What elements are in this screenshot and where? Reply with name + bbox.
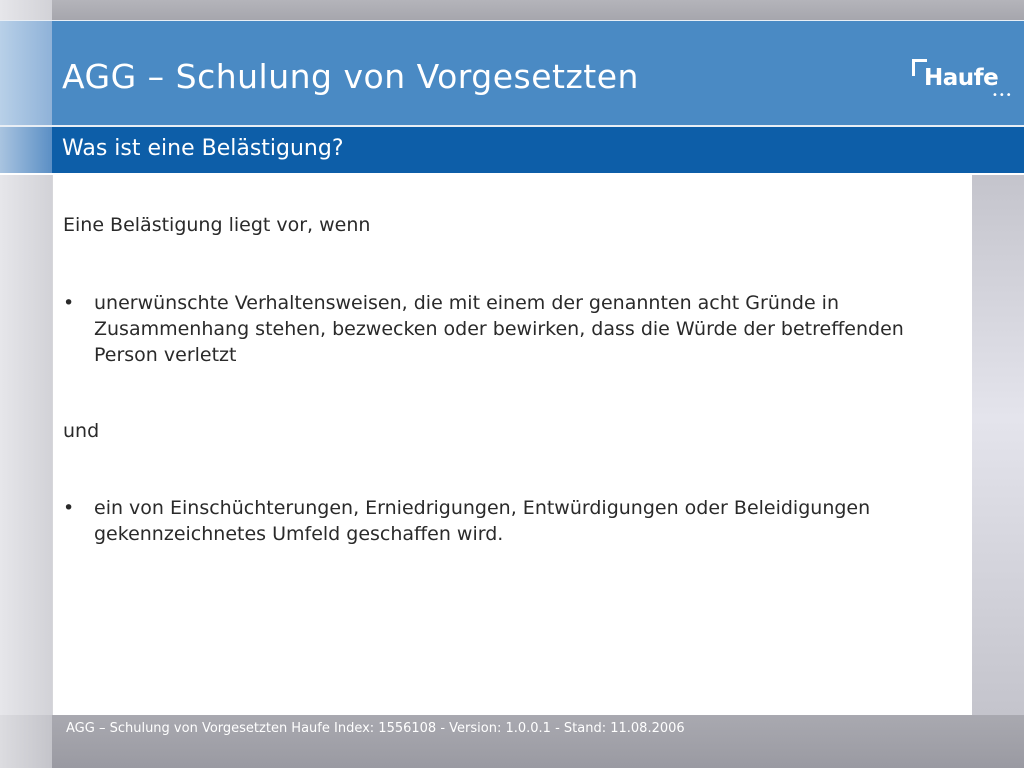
- header-band: [0, 20, 1024, 127]
- bullet-icon: •: [63, 292, 75, 314]
- header-accent: [0, 21, 52, 125]
- slide-subtitle: Was ist eine Belästigung?: [62, 136, 344, 161]
- subtitle-band: [0, 127, 1024, 175]
- haufe-logo: [912, 59, 1012, 103]
- connector-text: und: [63, 420, 100, 442]
- slide-title: AGG – Schulung von Vorgesetzten: [62, 57, 639, 96]
- subtitle-accent: [0, 127, 52, 173]
- footer-text: AGG – Schulung von Vorgesetzten Haufe Index: 1556108 - Version: 1.0.0.1 - Stand: 11.08.2006: [66, 721, 685, 736]
- bullet-text-1: unerwünschte Verhaltensweisen, die mit einem der genannten acht Gründe in Zusammenhang stehen, bezwecken oder bewirken, dass die Würde der betreffenden Person verletzt: [94, 292, 904, 366]
- footer-accent: [0, 715, 52, 768]
- footer: [0, 715, 1024, 768]
- slide-content: [53, 175, 972, 715]
- bullet-item-1: [63, 290, 943, 370]
- bullet-icon: •: [63, 497, 75, 519]
- bullet-text-2: ein von Einschüchterungen, Erniedrigungen, Entwürdigungen oder Beleidigungen gekennzeichnetes Umfeld geschaffen wird.: [94, 497, 871, 545]
- logo-dots-icon: •••: [992, 90, 1013, 101]
- right-decor-strip: [972, 175, 1024, 715]
- bullet-item-2: [63, 495, 943, 549]
- intro-text: Eine Belästigung liegt vor, wenn: [63, 214, 371, 236]
- top-band: [0, 0, 1024, 20]
- logo-text: Haufe: [924, 65, 999, 91]
